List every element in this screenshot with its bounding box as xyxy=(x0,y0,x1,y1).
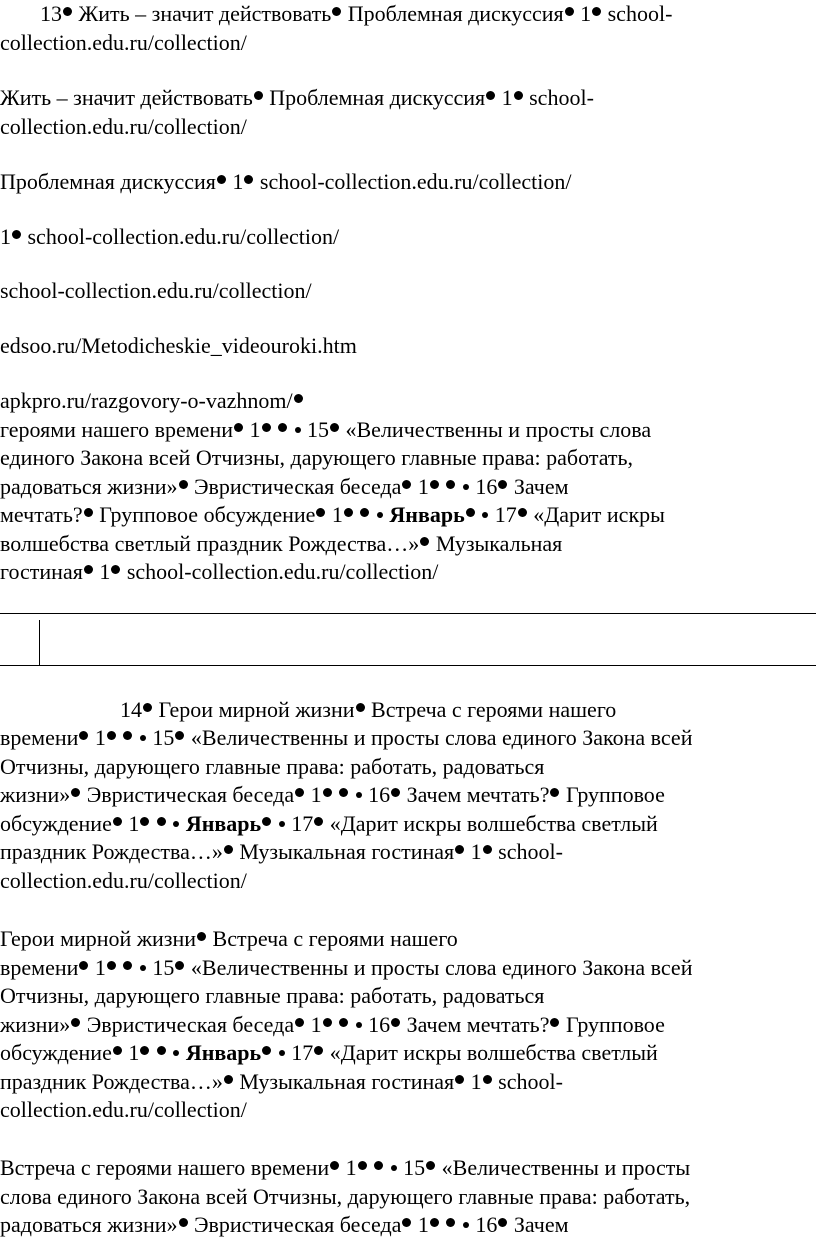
bullet-icon xyxy=(420,537,429,546)
text-line xyxy=(0,1154,816,1183)
text-run: Отчизны, дарующего главные права: работать, радоваться xyxy=(0,983,545,1008)
text-run: «Величественны и просты слова единого Закона всей xyxy=(185,725,693,750)
text-run: 1 xyxy=(412,473,429,499)
text-run: радоваться жизни» xyxy=(0,473,178,499)
text-run: Встреча с героями нашего xyxy=(207,926,458,951)
bullet-icon xyxy=(107,731,116,740)
bullet-icon xyxy=(157,1046,166,1055)
paragraph-block-9 xyxy=(0,724,816,895)
text-run: «Величественны и просты слова xyxy=(340,416,652,442)
bullet-icon xyxy=(173,821,179,827)
bullet-icon xyxy=(197,932,206,941)
text-run xyxy=(456,474,462,499)
text-run: жизни» xyxy=(0,782,71,807)
text-run: 1 xyxy=(465,839,482,864)
text-run: Встреча с героями нашего времени xyxy=(0,1155,330,1180)
text-line xyxy=(0,223,816,252)
text-run: edsoo.ru/Metodicheskie_videouroki.htm xyxy=(0,333,357,358)
text-run xyxy=(476,502,482,527)
text-run: school- xyxy=(492,1068,563,1094)
bullet-icon xyxy=(140,817,149,826)
text-run: 17 xyxy=(285,1040,314,1065)
bullet-icon xyxy=(143,703,152,712)
text-run: единого Закона всей Отчизны, дарующего главные права: работать, xyxy=(0,445,634,470)
paragraph-block-3 xyxy=(0,168,816,197)
text-run: Музыкальная гостиная xyxy=(233,1068,455,1094)
text-run: apkpro.ru/razgovory-o-vazhnom/ xyxy=(0,388,293,413)
text-run: жизни» xyxy=(0,1011,71,1037)
text-run: school-collection.edu.ru/collection/ xyxy=(22,224,340,249)
bullet-icon xyxy=(463,1222,469,1228)
text-run: school- xyxy=(602,1,673,26)
bullet-icon xyxy=(79,731,88,740)
bullet-icon xyxy=(173,1050,179,1056)
bullet-icon xyxy=(446,1218,455,1227)
paragraph-block-8 xyxy=(0,696,816,725)
bullet-icon xyxy=(175,731,184,740)
text-run: 16 xyxy=(362,782,391,807)
bullet-icon xyxy=(295,788,304,797)
text-run: героями нашего времени xyxy=(0,416,233,442)
text-line xyxy=(0,0,816,29)
text-run: school- xyxy=(523,85,594,110)
text-run: Эвристическая беседа xyxy=(188,1212,402,1237)
paragraph-block-10 xyxy=(0,925,816,1125)
text-run: Зачем xyxy=(508,473,569,499)
text-run: collection.edu.ru/collection/ xyxy=(0,867,247,893)
text-run: Эвристическая беседа xyxy=(188,473,402,499)
text-line xyxy=(0,84,816,113)
bullet-icon xyxy=(84,565,93,574)
bullet-icon xyxy=(279,821,285,827)
bullet-icon xyxy=(391,788,400,797)
text-run xyxy=(349,782,355,807)
text-run: Проблемная дискуссия xyxy=(0,169,216,194)
text-line xyxy=(0,29,816,58)
bullet-icon xyxy=(217,175,226,184)
text-run: «Величественны и просты слова единого Закона всей xyxy=(185,954,693,980)
bullet-icon xyxy=(466,508,475,517)
bullet-icon xyxy=(157,817,166,826)
text-run: времени xyxy=(0,954,79,980)
bullet-icon xyxy=(279,1050,285,1056)
text-run: school- xyxy=(492,839,563,864)
text-line xyxy=(0,1011,816,1040)
text-run xyxy=(167,1040,173,1065)
bullet-icon xyxy=(316,508,325,517)
text-run: Эвристическая беседа xyxy=(81,782,295,807)
text-run xyxy=(272,417,278,442)
text-run: мечтать? xyxy=(0,502,83,527)
text-run: Встреча с героями нашего xyxy=(365,697,617,722)
bullet-icon xyxy=(314,817,323,826)
bullet-icon xyxy=(179,480,188,489)
text-line xyxy=(0,387,816,416)
text-run: 15 xyxy=(146,725,175,750)
text-run: collection.edu.ru/collection/ xyxy=(0,113,247,139)
text-run: Групповое xyxy=(560,782,665,807)
bullet-icon xyxy=(140,735,146,741)
bullet-icon xyxy=(339,788,348,797)
text-run: 15 xyxy=(397,1155,426,1180)
text-run: school-collection.edu.ru/collection/ xyxy=(254,169,572,194)
text-run xyxy=(440,1212,446,1237)
bullet-icon xyxy=(391,1165,397,1171)
text-run: Групповое обсуждение xyxy=(93,502,316,527)
text-run xyxy=(384,1155,390,1180)
text-run: Проблемная дискуссия xyxy=(342,1,564,26)
text-line xyxy=(0,724,816,753)
bold-text: Январь xyxy=(185,810,262,836)
bullet-icon xyxy=(278,423,287,432)
text-run: Зачем xyxy=(508,1212,569,1237)
text-run: Музыкальная гостиная xyxy=(233,839,455,864)
bullet-icon xyxy=(234,423,243,432)
text-run: 1 xyxy=(465,1068,482,1094)
text-run: обсуждение xyxy=(0,1040,112,1065)
bullet-icon xyxy=(71,1018,80,1027)
text-run: Музыкальная xyxy=(430,530,563,556)
bullet-icon xyxy=(63,7,72,16)
text-line xyxy=(0,501,816,530)
text-run: 1 xyxy=(226,169,244,194)
bullet-icon xyxy=(179,1218,188,1227)
bullet-icon xyxy=(550,788,559,797)
text-line xyxy=(0,1039,816,1068)
text-run: 13 xyxy=(40,1,62,26)
text-line xyxy=(0,277,816,306)
text-line xyxy=(0,696,816,725)
text-line xyxy=(0,332,816,361)
text-run: 1 xyxy=(326,502,343,527)
text-run: Зачем мечтать? xyxy=(401,1011,550,1037)
bullet-icon xyxy=(344,508,353,517)
bullet-icon xyxy=(486,91,495,100)
bullet-icon xyxy=(356,703,365,712)
text-run xyxy=(370,502,376,527)
text-line xyxy=(0,168,816,197)
bullet-icon xyxy=(295,1018,304,1027)
bullet-icon xyxy=(514,91,523,100)
bullet-icon xyxy=(498,480,507,489)
text-run: времени xyxy=(0,725,79,750)
text-run xyxy=(272,811,278,836)
text-line xyxy=(0,473,816,502)
text-run: collection.edu.ru/collection/ xyxy=(0,1097,247,1122)
text-run xyxy=(133,955,139,980)
bullet-icon xyxy=(426,1161,435,1170)
text-line xyxy=(0,444,816,473)
bullet-icon xyxy=(224,1075,233,1084)
bullet-icon xyxy=(498,1218,507,1227)
paragraph-block-4 xyxy=(0,223,816,252)
bullet-icon xyxy=(113,817,122,826)
bullet-icon xyxy=(430,1218,439,1227)
text-run: 16 xyxy=(469,1212,498,1237)
bullet-icon xyxy=(332,7,341,16)
text-run: 16 xyxy=(362,1011,391,1037)
bullet-icon xyxy=(262,1046,271,1055)
text-run xyxy=(117,955,123,980)
bullet-icon xyxy=(140,965,146,971)
bullet-icon xyxy=(224,845,233,854)
text-line xyxy=(0,1211,816,1240)
text-run: Жить – значит действовать xyxy=(73,1,332,26)
text-run: 14 xyxy=(120,697,142,722)
bullet-icon xyxy=(295,427,301,433)
text-run: 1 xyxy=(89,725,106,750)
bullet-icon xyxy=(430,480,439,489)
bullet-icon xyxy=(402,480,411,489)
paragraph-block-7 xyxy=(0,387,816,587)
bullet-icon xyxy=(463,484,469,490)
text-line xyxy=(0,416,816,445)
bullet-icon xyxy=(518,508,527,517)
bullet-icon xyxy=(71,788,80,797)
text-run xyxy=(368,1155,374,1180)
table-border-top xyxy=(0,613,816,614)
paragraph-block-1 xyxy=(0,0,816,57)
bullet-icon xyxy=(565,7,574,16)
text-run: 1 xyxy=(305,1011,322,1037)
bullet-icon xyxy=(330,423,339,432)
text-run: «Дарит искры xyxy=(527,502,665,527)
text-line xyxy=(0,925,816,954)
text-run: гостиная xyxy=(0,559,83,584)
text-run xyxy=(167,811,173,836)
bullet-icon xyxy=(330,1161,339,1170)
text-run: collection.edu.ru/collection/ xyxy=(0,29,247,55)
bullet-icon xyxy=(262,817,271,826)
text-run: 17 xyxy=(489,502,517,527)
bullet-icon xyxy=(254,91,263,100)
text-line xyxy=(0,558,816,587)
text-run xyxy=(333,1012,339,1037)
text-run xyxy=(150,811,156,836)
text-line xyxy=(0,867,816,896)
bullet-icon xyxy=(550,1018,559,1027)
bullet-icon xyxy=(391,1018,400,1027)
table-cell-divider xyxy=(39,620,40,666)
bullet-icon xyxy=(482,512,488,518)
text-run xyxy=(333,782,339,807)
text-line xyxy=(0,113,816,142)
text-run: 1 xyxy=(122,810,140,836)
text-line xyxy=(0,838,816,867)
bullet-icon xyxy=(455,845,464,854)
text-run: school-collection.edu.ru/collection/ xyxy=(121,559,439,584)
text-line xyxy=(0,810,816,839)
text-run: слова единого Закона всей Отчизны, дарующего главные права: работать, xyxy=(0,1183,691,1209)
bullet-icon xyxy=(294,394,303,403)
text-run: 1 xyxy=(412,1212,429,1237)
text-run: «Дарит искры волшебства светлый xyxy=(324,810,658,836)
text-run xyxy=(272,1040,278,1065)
text-run: обсуждение xyxy=(0,810,112,836)
bullet-icon xyxy=(113,1046,122,1055)
text-run: Зачем мечтать? xyxy=(401,782,550,807)
paragraph-block-6 xyxy=(0,332,816,361)
text-run: «Величественны и просты xyxy=(436,1155,691,1180)
bold-text: Январь xyxy=(389,502,465,527)
bullet-icon xyxy=(356,1022,362,1028)
text-run: 1 xyxy=(93,559,111,584)
text-run: волшебства светлый праздник Рождества…» xyxy=(0,530,420,556)
text-run: 1 xyxy=(305,782,322,807)
bullet-icon xyxy=(111,565,120,574)
text-run xyxy=(288,417,294,442)
text-run: school-collection.edu.ru/collection/ xyxy=(0,278,312,303)
text-run: «Дарит искры волшебства светлый xyxy=(324,1040,658,1065)
text-run: 1 xyxy=(496,85,513,110)
bullet-icon xyxy=(107,961,116,970)
bullet-icon xyxy=(402,1218,411,1227)
paragraph-block-2 xyxy=(0,84,816,141)
bullet-icon xyxy=(175,961,184,970)
bullet-icon xyxy=(314,1046,323,1055)
text-run xyxy=(456,1212,462,1237)
text-run: праздник Рождества…» xyxy=(0,839,223,864)
text-run xyxy=(117,725,123,750)
bullet-icon xyxy=(483,1075,492,1084)
bullet-icon xyxy=(339,1018,348,1027)
bullet-icon xyxy=(455,1075,464,1084)
bullet-icon xyxy=(446,480,455,489)
text-run: Эвристическая беседа xyxy=(81,1011,295,1037)
bullet-icon xyxy=(374,1161,383,1170)
bullet-icon xyxy=(323,1018,332,1027)
text-run: 15 xyxy=(146,954,175,980)
bullet-icon xyxy=(12,230,21,239)
bullet-icon xyxy=(356,792,362,798)
text-run: Отчизны, дарующего главные права: работать, радоваться xyxy=(0,753,545,779)
text-line xyxy=(0,781,816,810)
text-line xyxy=(0,982,816,1011)
bullet-icon xyxy=(84,508,93,517)
text-run: 1 xyxy=(89,954,106,980)
text-line xyxy=(0,1096,816,1125)
bullet-icon xyxy=(123,961,132,970)
text-run: Проблемная дискуссия xyxy=(263,85,486,110)
bullet-icon xyxy=(79,961,88,970)
text-run: 1 xyxy=(0,224,11,249)
table-border-bottom xyxy=(0,665,816,666)
text-run xyxy=(354,502,360,527)
text-run xyxy=(349,1012,355,1037)
text-line xyxy=(0,530,816,559)
text-run: 17 xyxy=(285,810,314,836)
bullet-icon xyxy=(358,1161,367,1170)
bullet-icon xyxy=(323,788,332,797)
text-line xyxy=(0,1183,816,1212)
text-run xyxy=(150,1040,156,1065)
text-run: Жить – значит действовать xyxy=(0,85,253,110)
text-run: 16 xyxy=(469,473,498,499)
paragraph-block-11 xyxy=(0,1154,816,1240)
bullet-icon xyxy=(262,423,271,432)
bullet-icon xyxy=(483,845,492,854)
bullet-icon xyxy=(123,731,132,740)
text-line xyxy=(0,1068,816,1097)
text-run: 15 xyxy=(301,416,329,442)
text-run xyxy=(133,725,139,750)
text-run: Групповое xyxy=(560,1011,665,1037)
bullet-icon xyxy=(244,175,253,184)
bullet-icon xyxy=(140,1046,149,1055)
text-line xyxy=(0,753,816,782)
text-run: праздник Рождества…» xyxy=(0,1068,223,1094)
text-run: радоваться жизни» xyxy=(0,1212,178,1237)
text-run: 1 xyxy=(340,1155,357,1180)
text-run: Герои мирной жизни xyxy=(153,697,355,722)
text-line xyxy=(0,954,816,983)
text-run: 1 xyxy=(574,1,592,26)
paragraph-block-5 xyxy=(0,277,816,306)
bold-text: Январь xyxy=(185,1040,262,1065)
text-run: 1 xyxy=(244,416,261,442)
bullet-icon xyxy=(360,508,369,517)
bullet-icon xyxy=(377,512,383,518)
bullet-icon xyxy=(592,7,601,16)
text-run: Герои мирной жизни xyxy=(0,926,197,951)
text-run xyxy=(440,474,446,499)
text-run: 1 xyxy=(122,1040,140,1065)
